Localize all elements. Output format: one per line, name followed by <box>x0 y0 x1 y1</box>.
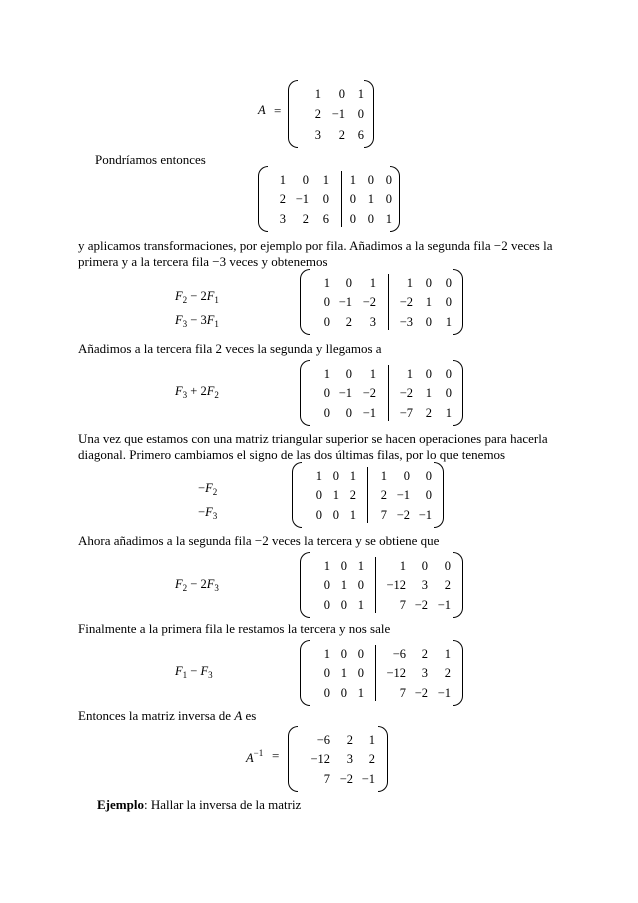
matrix-cell: 0 <box>340 646 347 661</box>
right-parenthesis <box>453 640 463 706</box>
augmented-matrix-step1 <box>300 269 463 335</box>
augmented-separator <box>375 645 376 700</box>
ejemplo-rest: : Hallar la inversa de la matriz <box>143 797 302 812</box>
right-parenthesis <box>453 360 463 426</box>
matrix-cell: 0 <box>357 107 364 122</box>
inverse-label-exponent: −1 <box>253 748 264 758</box>
identity-cell: −1 <box>396 488 410 503</box>
identity-cell: 1 <box>444 646 451 661</box>
identity-cell: −1 <box>418 508 432 523</box>
identity-cell: 3 <box>421 578 428 593</box>
matrix-cell: 2 <box>314 107 321 122</box>
matrix-cell: 1 <box>357 598 364 613</box>
identity-cell: 7 <box>399 598 406 613</box>
identity-cell: 2 <box>444 578 451 593</box>
row-operation: $F_2 - 2F_3$ <box>175 577 219 593</box>
matrix-cell: 3 <box>279 212 286 227</box>
matrix-cell: −1 <box>362 406 376 421</box>
matrix-cell: 1 <box>340 578 347 593</box>
matrix-cell: 0 <box>340 558 347 573</box>
matrix-cell: 0 <box>323 295 330 310</box>
matrix-cell: 3 <box>369 315 376 330</box>
matrix-cell: 0 <box>323 666 330 681</box>
matrix-cell: 1 <box>368 732 375 747</box>
matrix-cell: −2 <box>362 386 376 401</box>
entonces-var: A <box>234 708 243 723</box>
matrix-cell: 0 <box>323 598 330 613</box>
matrix-cell: −12 <box>310 752 330 767</box>
matrix-a <box>288 80 374 148</box>
matrix-cell: −1 <box>295 192 309 207</box>
identity-cell: 1 <box>406 275 413 290</box>
paragraph-transformaciones-line1: y aplicamos transformaciones, por ejemplo por fila. Añadimos a la segunda fila −2 veces la <box>78 238 553 253</box>
identity-cell: 1 <box>445 406 452 421</box>
matrix-cell: 1 <box>332 488 339 503</box>
augmented-separator <box>388 365 389 420</box>
matrix-cell: 1 <box>323 558 330 573</box>
matrix-cell: 0 <box>345 275 352 290</box>
row-operation: $-F_2$ <box>198 481 218 497</box>
matrix-cell: 0 <box>357 666 364 681</box>
right-parenthesis <box>378 726 388 792</box>
matrix-cell: 6 <box>322 212 329 227</box>
augmented-matrix-step3 <box>292 462 444 528</box>
augmented-matrix-step2 <box>300 360 463 426</box>
matrix-cell: −2 <box>339 772 353 787</box>
row-operation: $F_2 - 2F_1$ <box>175 289 219 305</box>
identity-cell: 0 <box>445 386 452 401</box>
matrix-cell: 1 <box>349 468 356 483</box>
matrix-cell: 1 <box>322 172 329 187</box>
right-parenthesis <box>453 552 463 618</box>
matrix-cell: 2 <box>345 315 352 330</box>
inverse-label <box>246 748 263 766</box>
row-operations-step4 <box>175 574 219 598</box>
identity-cell: −7 <box>399 406 413 421</box>
identity-cell: 3 <box>421 666 428 681</box>
matrix-cell: 0 <box>323 686 330 701</box>
augmented-separator <box>388 274 389 329</box>
row-operations-step2 <box>175 381 219 405</box>
row-operations-step5 <box>175 661 213 685</box>
identity-cell: −1 <box>437 686 451 701</box>
identity-cell: 0 <box>445 295 452 310</box>
row-operation: $-F_3$ <box>198 505 218 521</box>
matrix-cell: 7 <box>323 772 330 787</box>
matrix-cell: 0 <box>323 315 330 330</box>
matrix-cell: 1 <box>315 468 322 483</box>
row-operations-step1 <box>175 286 219 334</box>
matrix-cell: 0 <box>322 192 329 207</box>
matrix-cell: 0 <box>323 578 330 593</box>
identity-cell: 0 <box>349 192 356 207</box>
identity-cell: −2 <box>396 508 410 523</box>
row-operation: $F_1 - F_3$ <box>175 664 213 680</box>
identity-cell: −2 <box>399 386 413 401</box>
identity-cell: 0 <box>367 172 374 187</box>
identity-cell: 1 <box>445 315 452 330</box>
matrix-cell: 2 <box>368 752 375 767</box>
augmented-matrix-step5 <box>300 640 463 706</box>
ejemplo-bold: Ejemplo <box>97 797 144 812</box>
matrix-cell: 6 <box>357 127 364 142</box>
matrix-cell: −1 <box>338 295 352 310</box>
matrix-cell: 0 <box>323 386 330 401</box>
identity-cell: −12 <box>386 666 406 681</box>
right-parenthesis <box>453 269 463 335</box>
matrix-cell: 1 <box>369 366 376 381</box>
paragraph-transformaciones-line2: primera y a la tercera fila −3 veces y obtenemos <box>78 254 328 269</box>
matrix-cell: 3 <box>314 127 321 142</box>
identity-cell: 0 <box>425 366 432 381</box>
identity-cell: 7 <box>380 508 387 523</box>
matrix-cell: 0 <box>332 508 339 523</box>
paragraph-triangular-line1: Una vez que estamos con una matriz triangular superior se hacen operaciones para hacerla <box>78 431 548 446</box>
identity-cell: 0 <box>425 488 432 503</box>
matrix-cell: 0 <box>345 366 352 381</box>
left-parenthesis <box>288 726 298 792</box>
matrix-cell: 1 <box>279 172 286 187</box>
paragraph-ponderiamos: Pondríamos entonces <box>95 152 206 167</box>
identity-cell: 0 <box>444 558 451 573</box>
identity-cell: 0 <box>425 468 432 483</box>
matrix-cell: 0 <box>357 578 364 593</box>
matrix-cell: 2 <box>302 212 309 227</box>
identity-cell: 2 <box>421 646 428 661</box>
identity-cell: 0 <box>385 172 392 187</box>
matrix-cell: −1 <box>361 772 375 787</box>
identity-cell: −12 <box>386 578 406 593</box>
identity-cell: 2 <box>444 666 451 681</box>
identity-cell: 7 <box>399 686 406 701</box>
identity-cell: 1 <box>425 295 432 310</box>
row-operation: $F_3 - 3F_1$ <box>175 313 219 329</box>
matrix-cell: 3 <box>346 752 353 767</box>
matrix-cell: 1 <box>357 558 364 573</box>
identity-cell: 1 <box>380 468 387 483</box>
paragraph-triangular-line2: diagonal. Primero cambiamos el signo de las dos últimas filas, por lo que tenemos <box>78 447 506 462</box>
identity-cell: 0 <box>445 366 452 381</box>
entonces-text-post: es <box>242 708 257 723</box>
paragraph-tercera-fila: Añadimos a la tercera fila 2 veces la segunda y llegamos a <box>78 341 382 356</box>
row-operations-step3 <box>198 478 217 526</box>
matrix-cell: 1 <box>340 666 347 681</box>
matrix-cell: 0 <box>357 646 364 661</box>
right-parenthesis <box>364 80 374 148</box>
identity-cell: −2 <box>414 686 428 701</box>
matrix-cell: 0 <box>340 686 347 701</box>
matrix-cell: 0 <box>332 468 339 483</box>
matrix-cell: 2 <box>279 192 286 207</box>
paragraph-ahora: Ahora añadimos a la segunda fila −2 veces la tercera y se obtiene que <box>78 533 440 548</box>
matrix-cell: 1 <box>314 86 321 101</box>
matrix-cell: −1 <box>331 107 345 122</box>
identity-cell: 0 <box>425 315 432 330</box>
matrix-cell: 0 <box>345 406 352 421</box>
identity-cell: 0 <box>349 212 356 227</box>
matrix-cell: 0 <box>315 508 322 523</box>
matrix-cell: 0 <box>338 86 345 101</box>
identity-cell: 1 <box>406 366 413 381</box>
matrix-cell: 1 <box>349 508 356 523</box>
entonces-text-pre: Entonces la matriz inversa de <box>78 708 235 723</box>
identity-cell: 0 <box>421 558 428 573</box>
identity-cell: 0 <box>425 275 432 290</box>
matrix-a-equals: = <box>274 103 282 118</box>
paragraph-ejemplo <box>97 797 301 813</box>
matrix-cell: 1 <box>369 275 376 290</box>
matrix-cell: 1 <box>357 686 364 701</box>
augmented-matrix-initial <box>258 166 400 232</box>
identity-cell: 1 <box>349 172 356 187</box>
inverse-label-var: A <box>246 751 254 765</box>
row-operation: $F_3 + 2F_2$ <box>175 384 219 400</box>
inverse-equals: = <box>272 748 280 763</box>
left-parenthesis <box>288 80 298 148</box>
matrix-cell: 0 <box>315 488 322 503</box>
identity-cell: 1 <box>385 212 392 227</box>
identity-cell: −6 <box>392 646 406 661</box>
augmented-matrix-step4 <box>300 552 463 618</box>
identity-cell: 1 <box>399 558 406 573</box>
matrix-cell: −6 <box>316 732 330 747</box>
matrix-cell: 0 <box>302 172 309 187</box>
inverse-matrix <box>288 726 388 792</box>
augmented-separator <box>375 557 376 612</box>
identity-cell: 0 <box>403 468 410 483</box>
identity-cell: 1 <box>425 386 432 401</box>
matrix-cell: 1 <box>323 275 330 290</box>
matrix-a-label: A <box>258 103 266 117</box>
identity-cell: −2 <box>399 295 413 310</box>
matrix-cell: −2 <box>362 295 376 310</box>
identity-cell: 0 <box>385 192 392 207</box>
identity-cell: 1 <box>367 192 374 207</box>
paragraph-finalmente: Finalmente a la primera fila le restamos la tercera y nos sale <box>78 621 391 636</box>
matrix-cell: 0 <box>340 598 347 613</box>
identity-cell: −2 <box>414 598 428 613</box>
identity-cell: −3 <box>399 315 413 330</box>
matrix-cell: −1 <box>338 386 352 401</box>
identity-cell: 2 <box>380 488 387 503</box>
matrix-cell: 2 <box>349 488 356 503</box>
matrix-cell: 2 <box>346 732 353 747</box>
matrix-cell: 1 <box>357 86 364 101</box>
identity-cell: 2 <box>425 406 432 421</box>
identity-cell: −1 <box>437 598 451 613</box>
matrix-cell: 1 <box>323 366 330 381</box>
identity-cell: 0 <box>367 212 374 227</box>
matrix-cell: 2 <box>338 127 345 142</box>
matrix-cell: 0 <box>323 406 330 421</box>
right-parenthesis <box>434 462 444 528</box>
paragraph-entonces <box>78 708 256 724</box>
matrix-cell: 1 <box>323 646 330 661</box>
identity-cell: 0 <box>445 275 452 290</box>
